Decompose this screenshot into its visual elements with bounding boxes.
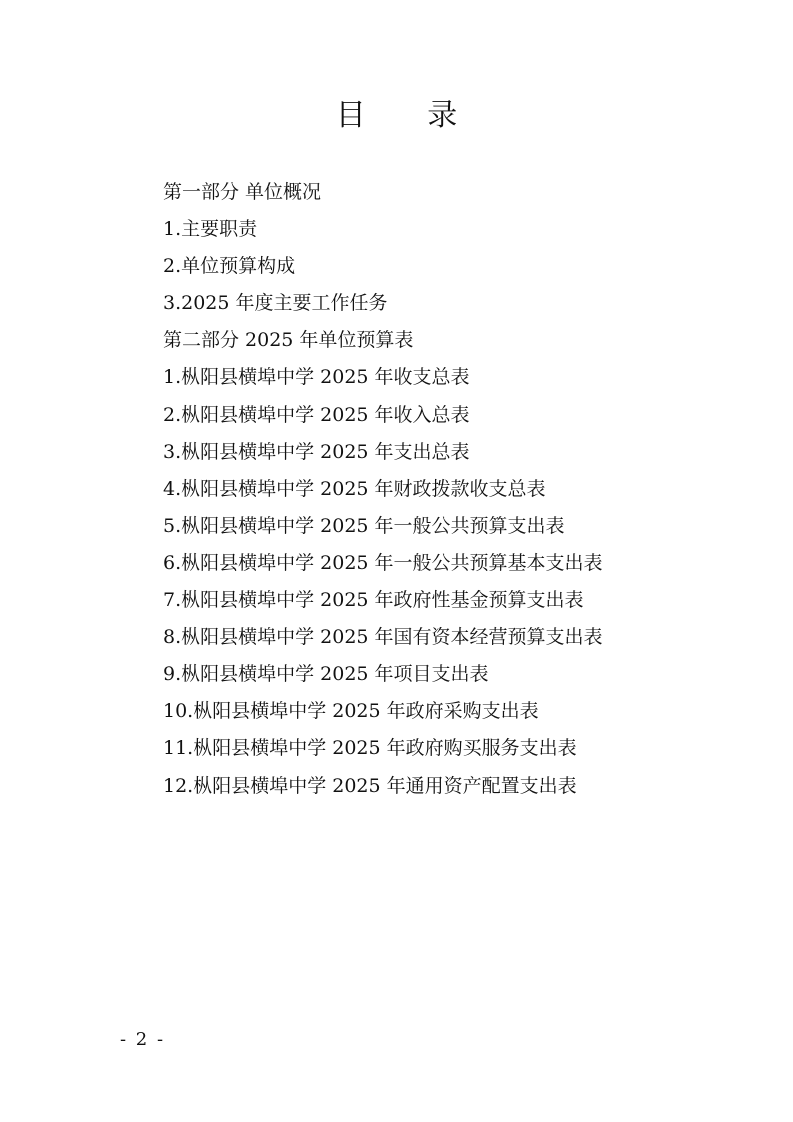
- toc-item: 9.枞阳县横埠中学 2025 年项目支出表: [163, 663, 489, 686]
- toc-item: 1.枞阳县横埠中学 2025 年收支总表: [163, 366, 470, 389]
- table-of-contents: [163, 174, 603, 805]
- toc-part-2: 第二部分 2025 年单位预算表: [163, 329, 414, 352]
- toc-item: 2.单位预算构成: [163, 255, 296, 278]
- toc-item: 2.枞阳县横埠中学 2025 年收入总表: [163, 403, 470, 426]
- page-title: 目 录: [335, 98, 484, 133]
- toc-item: 4.枞阳县横埠中学 2025 年财政拨款收支总表: [163, 477, 546, 500]
- toc-part-1: 第一部分 单位概况: [163, 181, 322, 203]
- page-number: - 2 -: [120, 1029, 166, 1050]
- toc-item: 1.主要职责: [163, 218, 258, 241]
- toc-item: 12.枞阳县横埠中学 2025 年通用资产配置支出表: [163, 774, 577, 797]
- toc-item: 6.枞阳县横埠中学 2025 年一般公共预算基本支出表: [163, 551, 603, 574]
- toc-item: 11.枞阳县横埠中学 2025 年政府购买服务支出表: [163, 737, 577, 760]
- toc-item: 7.枞阳县横埠中学 2025 年政府性基金预算支出表: [163, 589, 584, 612]
- toc-item: 8.枞阳县横埠中学 2025 年国有资本经营预算支出表: [163, 626, 603, 649]
- toc-item: 3.枞阳县横埠中学 2025 年支出总表: [163, 440, 470, 463]
- toc-item: 10.枞阳县横埠中学 2025 年政府采购支出表: [163, 700, 539, 723]
- toc-item: 3.2025 年度主要工作任务: [163, 292, 388, 315]
- toc-item: 5.枞阳县横埠中学 2025 年一般公共预算支出表: [163, 514, 565, 537]
